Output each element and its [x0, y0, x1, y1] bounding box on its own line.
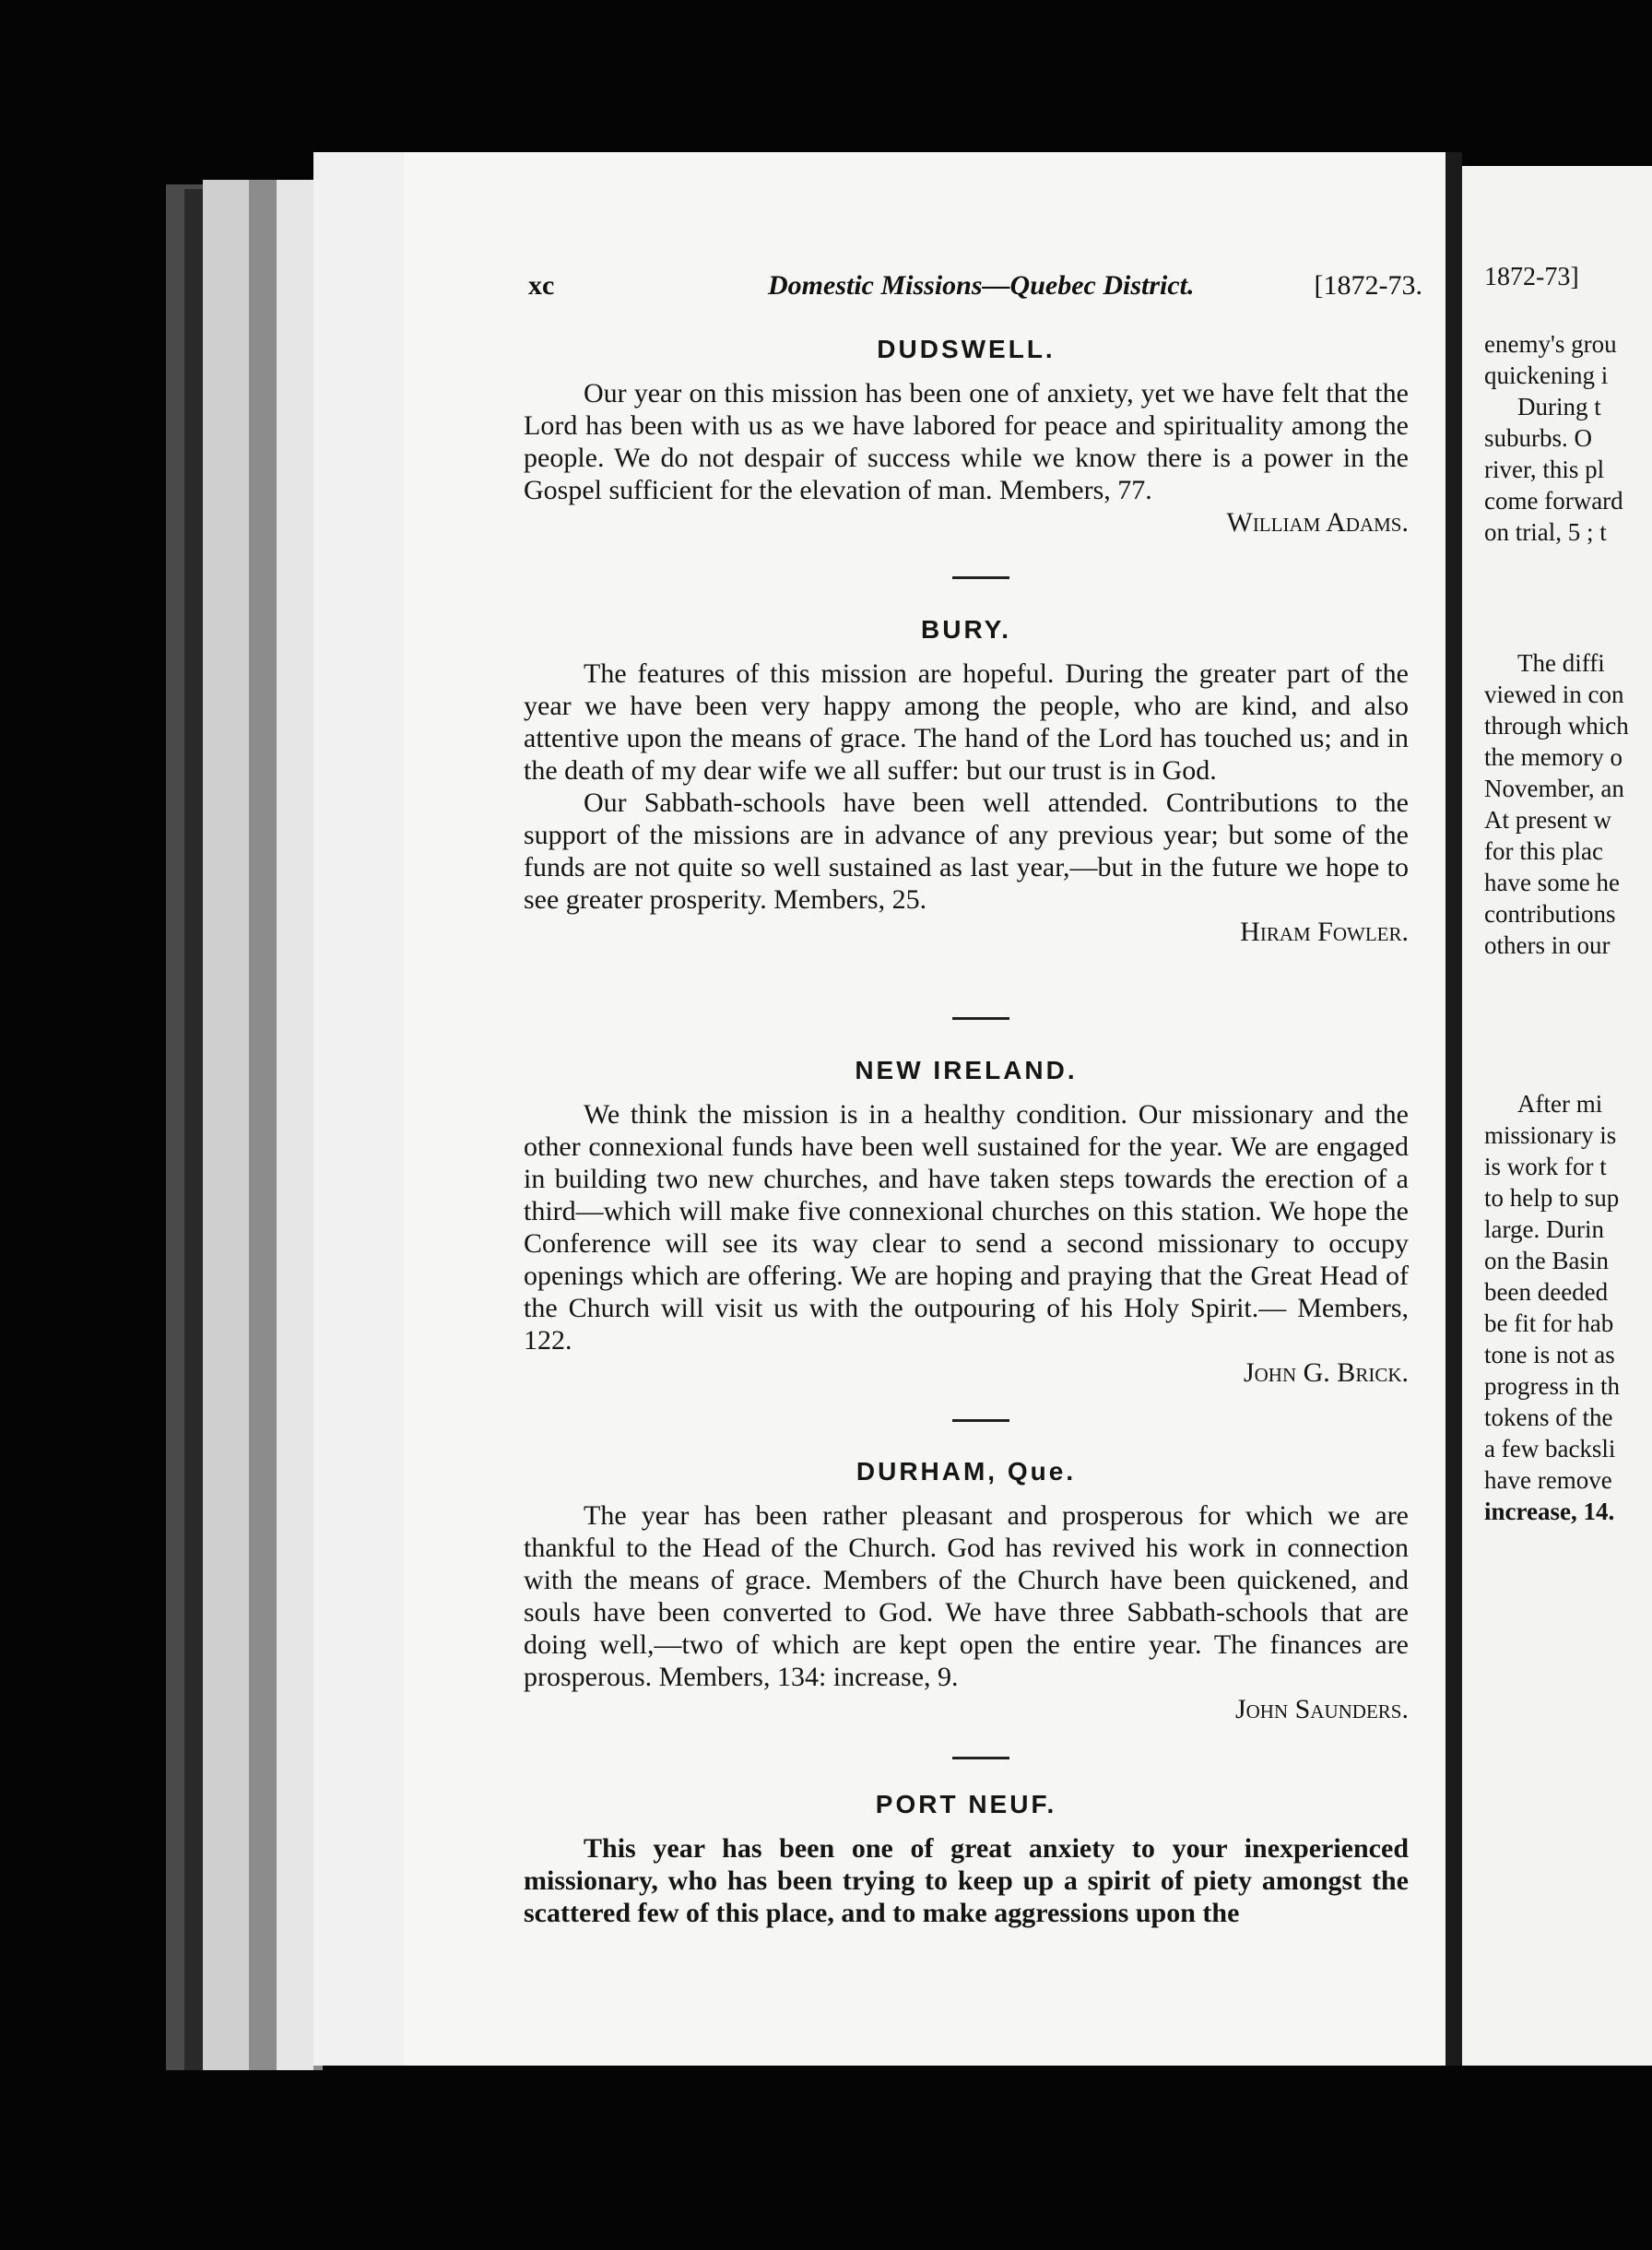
- facing-page-line: November, an: [1484, 775, 1624, 802]
- section-paragraph: Our year on this mission has been one of anxiety, yet we have felt that the Lord has been with us as we have labored for peace and spirituality among the people. We do not despair of success while we know there is a power in the Gospel sufficient for the elevation of man. Members, 77.: [524, 378, 1409, 505]
- facing-page-line: on trial, 5 ; t: [1484, 518, 1607, 546]
- facing-page-line: The diffi: [1517, 649, 1605, 677]
- section-divider: [952, 1017, 1009, 1020]
- facing-page-line: be fit for hab: [1484, 1309, 1614, 1337]
- facing-page-line: a few backsli: [1484, 1435, 1616, 1462]
- facing-page-line: During t: [1517, 393, 1601, 420]
- signature: John Saunders.: [1234, 1694, 1409, 1724]
- facing-page-line: progress in th: [1484, 1372, 1620, 1400]
- facing-page-line: the memory o: [1484, 743, 1622, 771]
- section-heading: NEW IRELAND.: [855, 1056, 1078, 1084]
- left-page: [404, 152, 1446, 2066]
- facing-page-line: tone is not as: [1484, 1341, 1615, 1368]
- facing-page-line: suburbs. O: [1484, 424, 1593, 452]
- facing-page-line: through which: [1484, 712, 1629, 740]
- facing-page-line: is work for t: [1484, 1153, 1607, 1180]
- section-heading: DUDSWELL.: [877, 335, 1056, 363]
- section-divider: [952, 576, 1009, 579]
- facing-page-line: have remove: [1484, 1466, 1612, 1494]
- facing-page-line: have some he: [1484, 869, 1620, 896]
- signature: William Adams.: [1226, 507, 1409, 538]
- facing-page: [1462, 166, 1652, 2066]
- section-bury: [524, 615, 1409, 948]
- facing-page-line: been deeded: [1484, 1278, 1609, 1306]
- section-divider: [952, 1419, 1009, 1422]
- book-edge: [203, 180, 249, 2070]
- page-header: [528, 270, 1441, 326]
- facing-page-line: large. Durin: [1484, 1215, 1604, 1243]
- section-durham: [524, 1457, 1409, 1725]
- facing-page-line: contributions: [1484, 900, 1616, 928]
- facing-page-line: to help to sup: [1484, 1184, 1620, 1212]
- facing-page-line: At present w: [1484, 806, 1611, 834]
- facing-page-line: for this plac: [1484, 837, 1603, 865]
- section-heading: DURHAM, Que.: [856, 1457, 1077, 1486]
- section-port-neuf: [524, 1790, 1409, 1929]
- facing-page-year: 1872-73]: [1484, 263, 1579, 291]
- page-number: xc: [528, 270, 555, 301]
- section-new-ireland: [524, 1056, 1409, 1389]
- facing-page-line: tokens of the: [1484, 1403, 1613, 1431]
- facing-page-line: come forward: [1484, 487, 1623, 515]
- section-paragraph: We think the mission is in a healthy condition. Our missionary and the other connexional funds have been well sustained for the year. We are engaged in building two new churches, and have taken steps towards the erection of a third—which will make five connexional churches on this station. We hope the Conference will see its way clear to send a second missionary to occupy openings which are offering. We are hoping and praying that the Great Head of the Church will visit us with the outpouring of his Holy Spirit.— Members, 122.: [524, 1099, 1409, 1356]
- facing-page-line: viewed in con: [1484, 681, 1624, 708]
- facing-page-line: enemy's grou: [1484, 330, 1617, 358]
- section-paragraph: The features of this mission are hopeful. During the greater part of the year we have been very happy among the people, who are kind, and also attentive upon the means of grace. The hand of the Lord has touched us; and in the death of my dear wife we all suffer: but our trust is in God.: [524, 658, 1409, 786]
- section-paragraph: This year has been one of great anxiety to your inexperienced missionary, who has been trying to keep up a spirit of piety amongst the scattered few of this place, and to make aggressions upon the: [524, 1833, 1409, 1928]
- section-paragraph: Our Sabbath-schools have been well attended. Contributions to the support of the missions are in advance of any previous year; but some of the funds are not quite so well sustained as last year,—but in the future we hope to see greater prosperity. Members, 25.: [524, 788, 1409, 915]
- section-paragraph: The year has been rather pleasant and prosperous for which we are thankful to the Head of the Church. God has revived his work in connection with the means of grace. Members of the Church have been quickened, and souls have been converted to God. We have three Sabbath-schools that are doing well,—two of which are kept open the entire year. The finances are prosperous. Members, 134: increase, 9.: [524, 1500, 1409, 1692]
- facing-page-line: After mi: [1517, 1090, 1603, 1118]
- facing-page-line: missionary is: [1484, 1121, 1617, 1149]
- facing-page-line: others in our: [1484, 931, 1611, 959]
- section-dudswell: [524, 335, 1409, 539]
- header-year: [1872-73.: [1314, 270, 1422, 301]
- signature: John G. Brick.: [1243, 1357, 1409, 1388]
- facing-page-line: increase, 14.: [1484, 1498, 1615, 1525]
- book-gutter: [1446, 152, 1462, 2066]
- facing-page-line: on the Basin: [1484, 1247, 1609, 1274]
- running-title: Domestic Missions—Quebec District.: [768, 270, 1195, 301]
- facing-page-line: river, this pl: [1484, 456, 1605, 483]
- section-heading: PORT NEUF.: [875, 1790, 1057, 1818]
- section-divider: [952, 1757, 1009, 1759]
- book-edge: [277, 180, 313, 2070]
- signature: Hiram Fowler.: [1240, 917, 1409, 947]
- facing-page-line: quickening i: [1484, 361, 1609, 389]
- section-heading: BURY.: [921, 615, 1011, 644]
- book-edge: [313, 152, 406, 2066]
